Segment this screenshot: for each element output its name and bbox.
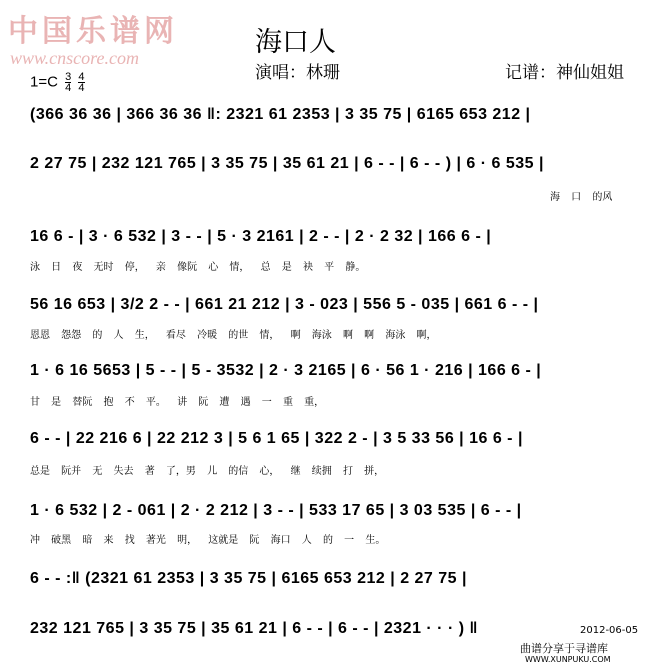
lyric-line-4: 恩恩 怨怨 的 人 生， 看尽 冷暖 的世 情， 啊 海泳 啊 啊 海泳 啊， [30,330,437,341]
score-line-6: 6 - - | 22 216 6 | 22 212 3 | 5 6 1 65 | 322 2 - | 3 5 33 56 | 16 6 - | [30,430,523,447]
lyric-line-6: 总是 阮并 无 失去 著 了，男 儿 的信 心， 继 续拥 打 拼， [30,466,385,477]
score-line-2: 2 27 75 | 232 121 765 | 3 35 75 | 35 61 21 | 6 - - | 6 - - ) | 6 · 6 535 | [30,155,544,172]
time-sig-1-num: 3 [65,71,72,83]
lyric-line-7: 冲 破黑 暗 来 找 著光 明， 这就是 阮 海口 人 的 一 生。 [30,535,386,546]
score-line-1: (366 36 36 | 366 36 36 ‖: 2321 61 2353 | 3 35 75 | 6165 653 212 | [30,106,531,123]
watermark-site-name: 中国乐谱网 [8,14,178,49]
key-signature [30,72,85,93]
time-sig-2-num: 4 [78,71,85,83]
key-label: 1=C [30,73,58,91]
lyric-line-2: 海 口 的风 [550,192,613,203]
footer-share-text: 曲谱分享于寻谱库 [520,642,608,655]
time-signature-1 [65,72,71,93]
lyric-line-3: 泳 日 夜 无时 停， 亲 像阮 心 情， 总 是 袂 平 静。 [30,262,366,273]
score-line-4: 56 16 653 | 3/2 2 - - | 661 21 212 | 3 - 023 | 556 5 - 035 | 661 6 - - | [30,296,539,313]
song-title: 海口人 [255,27,336,58]
footer-date: 2012-06-05 [580,625,639,636]
time-sig-1-den: 4 [65,82,72,94]
watermark-url: www.cnscore.com [10,48,139,68]
score-line-8: 6 - - :‖ (2321 61 2353 | 3 35 75 | 6165 653 212 | 2 27 75 | [30,570,467,587]
transcriber-credit: 记谱：神仙姐姐 [505,63,624,83]
time-sig-2-den: 4 [78,82,85,94]
time-signature-2 [78,72,84,93]
singer-credit: 演唱：林珊 [255,63,340,83]
score-line-9: 232 121 765 | 3 35 75 | 35 61 21 | 6 - - | 6 - - | 2321 · · · ) ‖ [30,620,478,637]
lyric-line-5: 甘 是 替阮 抱 不 平。 讲 阮 遭 遇 一 重 重， [30,397,325,408]
score-line-5: 1 · 6 16 5653 | 5 - - | 5 - 3532 | 2 · 3 2165 | 6 · 56 1 · 216 | 166 6 - | [30,362,542,379]
footer-url: WWW.XUNPUKU.COM [525,655,611,664]
score-line-7: 1 · 6 532 | 2 - 061 | 2 · 2 212 | 3 - - | 533 17 65 | 3 03 535 | 6 - - | [30,502,522,519]
score-line-3: 16 6 - | 3 · 6 532 | 3 - - | 5 · 3 2161 | 2 - - | 2 · 2 32 | 166 6 - | [30,228,492,245]
